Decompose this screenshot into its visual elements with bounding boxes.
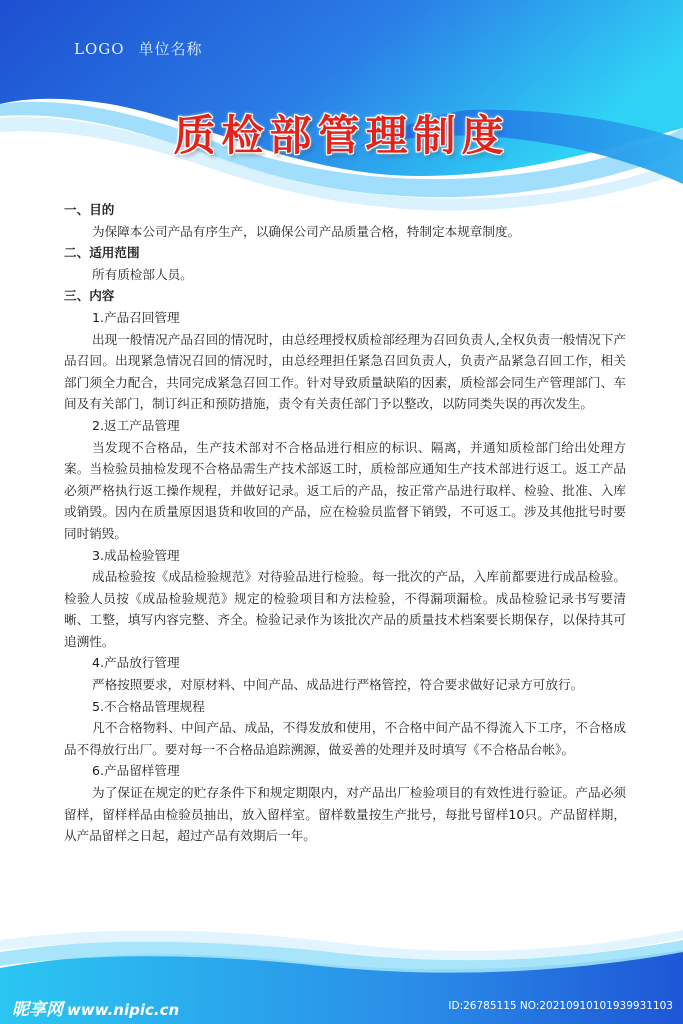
- logo-placeholder: LOGO: [74, 40, 125, 58]
- item-text-release: 严格按照要求，对原材料、中间产品、成品进行严格管控，符合要求做好记录方可放行。: [92, 677, 584, 693]
- header-org: [74, 38, 203, 59]
- section-text-purpose: 为保障本公司产品有序生产，以确保公司产品质量合格，特制定本规章制度。: [92, 223, 521, 239]
- section-heading-scope: 二、适用范围: [64, 245, 140, 261]
- document-body: [64, 199, 626, 847]
- watermark-url: www.nipic.cn: [67, 1001, 180, 1019]
- watermark-id: ID:26785115 NO:20210910101939931103: [448, 1000, 673, 1012]
- section-text-scope: 所有质检部人员。: [92, 266, 193, 282]
- section-heading-purpose: 一、目的: [64, 202, 115, 217]
- item-heading-retention: 6.产品留样管理: [92, 763, 180, 779]
- item-text-nonconforming: 凡不合格物料、中间产品、成品，不得发放和使用，不合格中间产品不得流入下工序，不合格成品不得放行出厂。要对每一不合格品追踪溯源，做妥善的处理并及时填写《不合格品台帐》。: [64, 720, 626, 757]
- item-heading-rework: 2.返工产品管理: [92, 417, 180, 433]
- watermark-brand: 昵享网: [12, 1000, 63, 1020]
- item-heading-inspection: 3.成品检验管理: [92, 547, 180, 563]
- item-heading-release: 4.产品放行管理: [92, 655, 180, 671]
- section-heading-content: 三、内容: [64, 288, 115, 304]
- org-name: 单位名称: [138, 40, 203, 58]
- page-title: 质检部管理制度: [173, 111, 510, 160]
- item-text-rework: 当发现不合格品，生产技术部对不合格品进行相应的标识、隔离，并通知质检部门给出处理方案。当检验员抽检发现不合格品需生产技术部返工时，质检部应通知生产技术部进行返工。返工产品必须严格执行返工操作规程，并做好记录。返工后的产品，按正常产品进行取样、检验、批准、入库或销毁。因内在质量原因退货和收回的产品，应在检验员监督下销毁，不可返工。涉及其他批号时要同时销毁。: [64, 439, 626, 541]
- item-heading-nonconforming: 5.不合格品管理规程: [92, 698, 205, 714]
- item-text-retention: 为了保证在规定的贮存条件下和规定期限内，对产品出厂检验项目的有效性进行验证。产品必须留样，留样样品由检验员抽出，放入留样室。留样数量按生产批号，每批号留样10只。产品留样期，从产品留样之日起，超过产品有效期后一年。: [64, 785, 626, 844]
- item-heading-recall: 1.产品召回管理: [92, 309, 180, 325]
- item-text-inspection: 成品检验按《成品检验规范》对待验品进行检验。每一批次的产品，入库前都要进行成品检验。检验人员按《成品检验规范》规定的检验项目和方法检验，不得漏项漏检。成品检验记录书写要清晰、工整，填写内容完整、齐全。检验记录作为该批次产品的质量技术档案要长期保存，以保持其可追溯性。: [64, 569, 626, 649]
- watermark-logo: [12, 995, 179, 1020]
- item-text-recall: 出现一般情况产品召回的情况时，由总经理授权质检部经理为召回负责人,全权负责一般情况下产品召回。出现紧急情况召回的情况时，由总经理担任紧急召回负责人，负责产品紧急召回工作，相关部门须全力配合，共同完成紧急召回工作。针对导致质量缺陷的因素，质检部会同生产管理部门、车间及有关部门，制订纠正和预防措施，责令有关责任部门予以整改，以防同类失误的再次发生。: [64, 331, 626, 412]
